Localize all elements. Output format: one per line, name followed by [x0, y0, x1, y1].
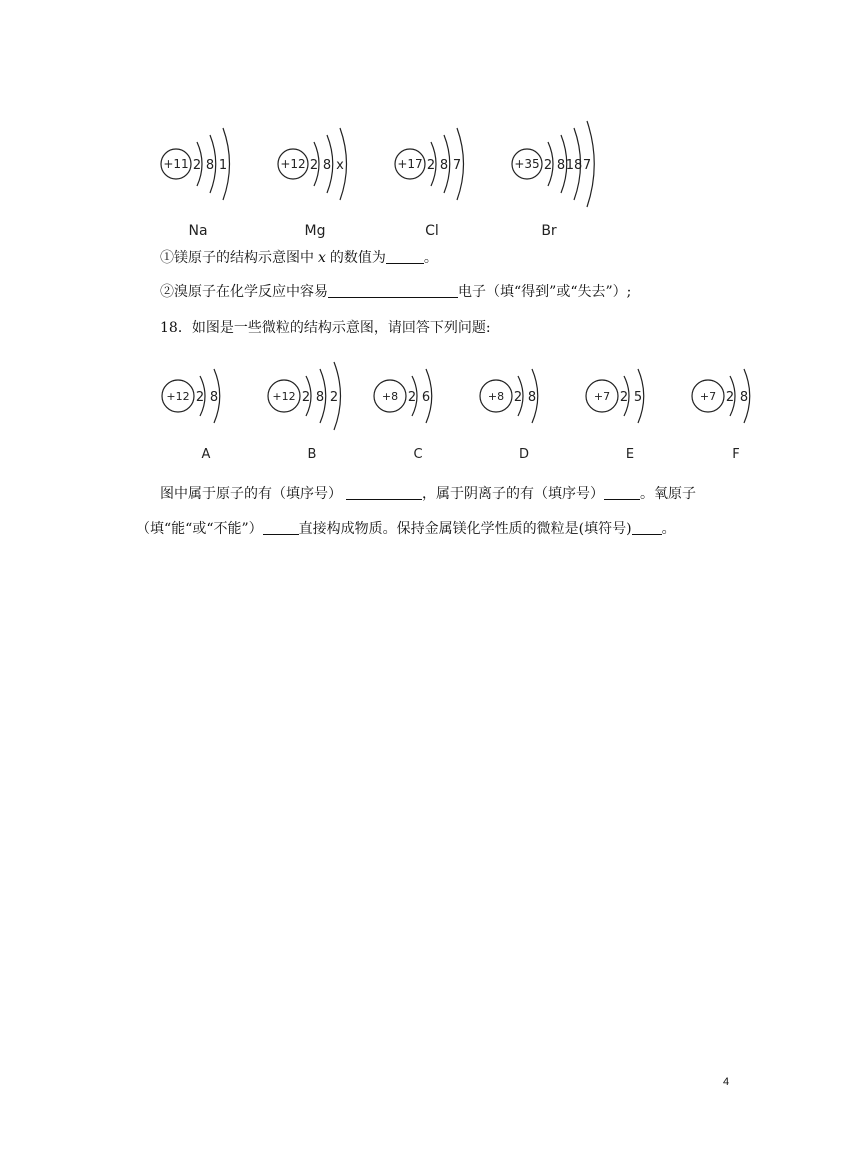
answer-blank[interactable] — [346, 485, 422, 500]
electron-count: 2 — [426, 158, 436, 173]
diagram-F — [692, 369, 750, 462]
diagram-label: B — [307, 447, 317, 462]
nucleus-charge: +17 — [397, 157, 423, 171]
electron-count: 8 — [205, 158, 215, 173]
electron-count: 2 — [192, 158, 202, 173]
electron-count: x — [336, 158, 344, 173]
diagram-Cl — [395, 128, 464, 239]
q17-item2-pre: ②溴原子在化学反应中容易 — [160, 284, 328, 300]
q18-line1-c: 。氧原子 — [640, 486, 696, 502]
electron-count: 8 — [315, 390, 325, 405]
variable-x: x — [318, 250, 326, 266]
diagram-label: Cl — [425, 223, 439, 239]
nucleus-charge: +8 — [487, 390, 505, 403]
nucleus-charge: +35 — [514, 157, 540, 171]
diagram-label: F — [732, 447, 740, 462]
particle-structure-figure — [150, 350, 770, 465]
diagram-E — [586, 369, 644, 462]
nucleus-charge: +12 — [280, 157, 306, 171]
q18-line2 — [136, 519, 676, 539]
diagram-label: A — [201, 447, 211, 462]
electron-count: 8 — [527, 390, 537, 405]
diagram-Na — [161, 128, 230, 239]
electron-count: 1 — [218, 158, 228, 173]
q17-item1-end: 。 — [423, 250, 438, 266]
electron-count: 2 — [309, 158, 319, 173]
electron-count: 8 — [209, 390, 219, 405]
diagram-label: D — [518, 447, 530, 462]
electron-count: 8 — [556, 158, 566, 173]
answer-blank[interactable] — [604, 485, 640, 500]
diagram-label: C — [413, 447, 423, 462]
electron-count: 2 — [195, 390, 205, 405]
diagram-label: Na — [188, 223, 208, 239]
diagram-Br — [512, 121, 594, 239]
q18-line1-a: 图中属于原子的有（填序号） — [160, 486, 342, 502]
answer-blank[interactable] — [328, 283, 458, 298]
q17-item1-pre: ①镁原子的结构示意图中 — [160, 250, 314, 266]
diagram-label: E — [625, 447, 635, 462]
electron-count: 18 — [565, 158, 583, 173]
answer-blank[interactable] — [632, 520, 662, 535]
electron-count: 7 — [582, 158, 592, 173]
nucleus-charge: +11 — [163, 157, 189, 171]
electron-count: 2 — [513, 390, 523, 405]
q18-line1 — [160, 484, 696, 504]
q18-line1-b: ，属于阴离子的有（填序号） — [422, 486, 604, 502]
atom-structure-figure — [150, 110, 610, 245]
electron-count: 7 — [452, 158, 462, 173]
diagram-A — [162, 369, 220, 462]
diagram-D — [480, 369, 538, 462]
electron-count: 8 — [739, 390, 749, 405]
q18-line2-a: （填“能“或“不能”） — [136, 521, 263, 537]
electron-count: 2 — [407, 390, 417, 405]
electron-count: 5 — [633, 390, 643, 405]
nucleus-charge: +8 — [381, 390, 399, 403]
diagram-label: Br — [541, 223, 557, 239]
answer-blank[interactable] — [386, 249, 424, 264]
q18-line2-c: 。 — [661, 521, 676, 537]
electron-count: 8 — [439, 158, 449, 173]
electron-count: 2 — [329, 390, 339, 405]
electron-count: 6 — [421, 390, 431, 405]
q17-item1-post: 的数值为 — [329, 250, 386, 266]
electron-count: 2 — [725, 390, 735, 405]
q18-line2-b: 直接构成物质。保持金属镁化学性质的微粒是(填符号) — [298, 521, 632, 537]
diagram-label: Mg — [304, 223, 326, 239]
electron-count: 2 — [543, 158, 553, 173]
electron-count: 2 — [619, 390, 629, 405]
electron-count: 8 — [322, 158, 332, 173]
diagram-B — [268, 362, 341, 462]
q18-title: 18．如图是一些微粒的结构示意图，请回答下列问题: — [160, 320, 491, 336]
diagram-Mg — [278, 128, 347, 239]
nucleus-charge: +7 — [593, 390, 611, 403]
q17-item2 — [160, 282, 631, 302]
answer-blank[interactable] — [263, 520, 299, 535]
diagram-C — [374, 369, 432, 462]
q17-item2-post: 电子（填“得到”或“失去”）; — [458, 284, 632, 300]
page-number: 4 — [723, 1076, 730, 1088]
nucleus-charge: +12 — [272, 390, 296, 403]
electron-count: 2 — [301, 390, 311, 405]
q17-item1 — [160, 248, 438, 268]
nucleus-charge: +12 — [166, 390, 190, 403]
nucleus-charge: +7 — [699, 390, 717, 403]
